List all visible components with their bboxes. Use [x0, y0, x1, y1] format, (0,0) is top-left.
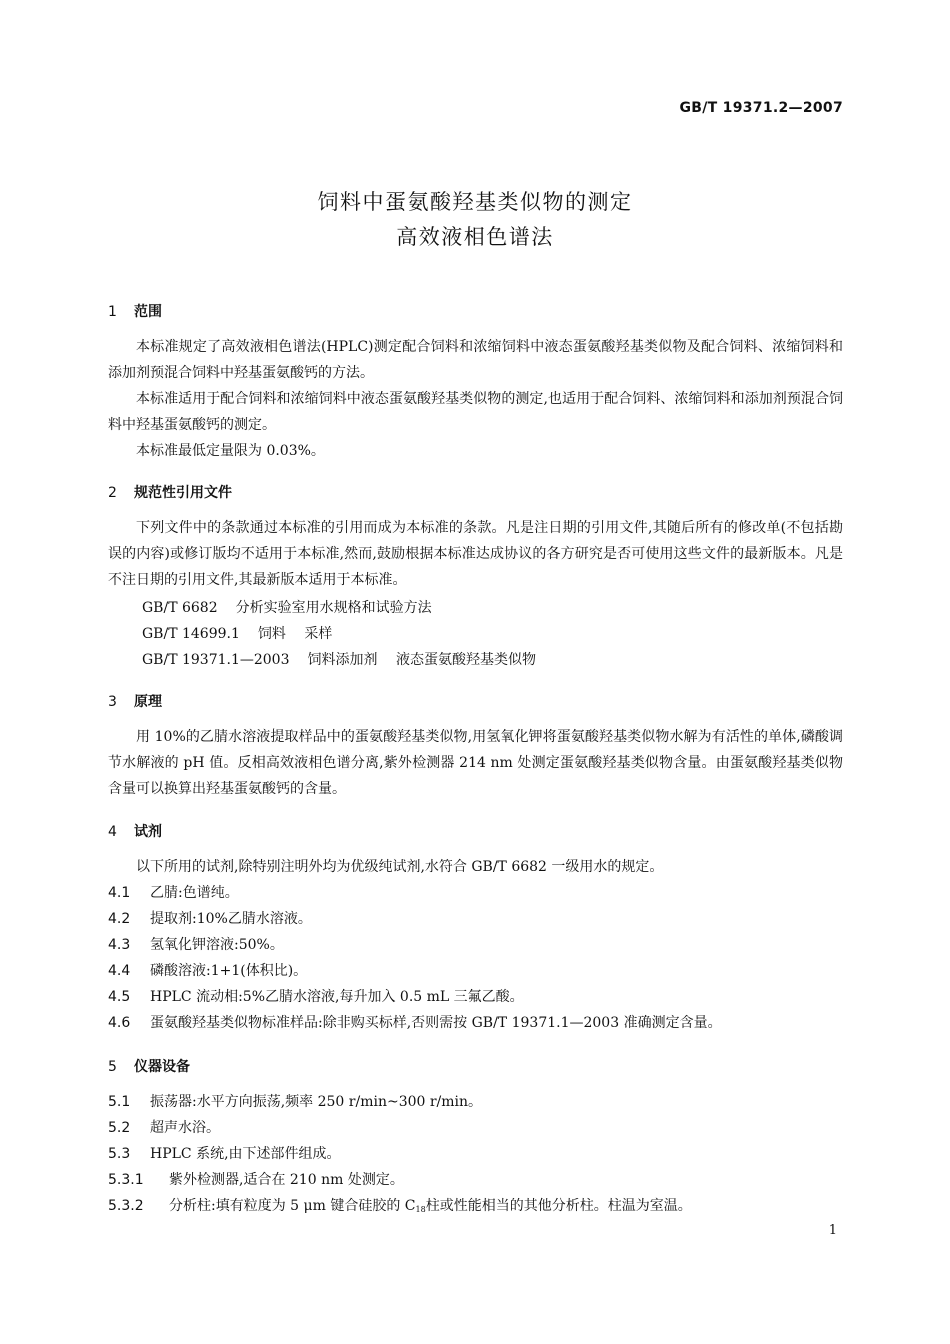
- section-5-heading: [108, 1056, 190, 1076]
- item-text: 振荡器:水平方向振荡,频率 250 r/min~300 r/min。: [150, 1094, 483, 1110]
- paragraph: 本标准适用于配合饲料和浓缩饲料中液态蛋氨酸羟基类似物的测定,也适用于配合饲料、浓缩饲料和添加剂预混合饲料中羟基蛋氨酸钙的测定。: [108, 391, 843, 433]
- section-2-heading: [108, 482, 232, 502]
- reference-item: [142, 647, 536, 673]
- item-number: 5.3: [108, 1146, 131, 1162]
- section-3-heading: [108, 691, 162, 711]
- section-number: 3: [108, 694, 117, 710]
- reference-code: GB/T 6682: [142, 600, 218, 616]
- subscript: 18: [415, 1205, 426, 1214]
- paragraph: 本标准规定了高效液相色谱法(HPLC)测定配合饲料和浓缩饲料中液态蛋氨酸羟基类似物及配合饲料、浓缩饲料和添加剂预混合饲料中羟基蛋氨酸钙的方法。: [108, 339, 843, 381]
- reference-item: [142, 595, 432, 621]
- item-text: 提取剂:10%乙腈水溶液。: [150, 911, 312, 927]
- item-number: 5.2: [108, 1120, 131, 1136]
- item-number: 5.3.1: [108, 1172, 144, 1188]
- list-item: [108, 1167, 843, 1193]
- list-item: [108, 932, 843, 958]
- paragraph: 下列文件中的条款通过本标准的引用而成为本标准的条款。凡是注日期的引用文件,其随后所有的修改单(不包括勘误的内容)或修订版均不适用于本标准,然而,鼓励根据本标准达成协议的各方研究是否可使用这些文件的最新版本。凡是不注日期的引用文件,其最新版本适用于本标准。: [108, 520, 843, 588]
- item-text: 分析柱:填有粒度为 5 μm 键合硅胶的 C: [169, 1198, 416, 1214]
- item-text: HPLC 流动相:5%乙腈水溶液,每升加入 0.5 mL 三氟乙酸。: [150, 989, 524, 1005]
- section-number: 2: [108, 485, 117, 501]
- item-number: 4.2: [108, 911, 131, 927]
- page-number: 1: [828, 1223, 837, 1238]
- item-number: 5.3.2: [108, 1198, 144, 1214]
- list-item: [108, 1115, 843, 1141]
- item-text-continued: 柱或性能相当的其他分析柱。柱温为室温。: [425, 1198, 692, 1214]
- section-1-heading: [108, 301, 162, 321]
- reference-name: 饲料 采样: [257, 626, 333, 642]
- section-title: 原理: [134, 694, 162, 710]
- paragraph: 本标准最低定量限为 0.03%。: [136, 443, 325, 459]
- list-item: [108, 958, 843, 984]
- paragraph: 以下所用的试剂,除特别注明外均为优级纯试剂,水符合 GB/T 6682 一级用水的规定。: [136, 859, 664, 875]
- item-number: 4.1: [108, 885, 131, 901]
- section-number: 4: [108, 824, 117, 840]
- item-text: 乙腈:色谱纯。: [150, 885, 239, 901]
- document-subtitle: 高效液相色谱法: [396, 225, 554, 249]
- item-number: 4.5: [108, 989, 131, 1005]
- section-number: 1: [108, 304, 117, 320]
- list-item: [108, 1089, 843, 1115]
- list-item: [108, 880, 843, 906]
- document-title: 饲料中蛋氨酸羟基类似物的测定: [317, 190, 633, 214]
- list-item: [108, 1010, 843, 1036]
- reference-name: 分析实验室用水规格和试验方法: [235, 600, 432, 616]
- item-text: 紫外检测器,适合在 210 nm 处测定。: [169, 1172, 404, 1188]
- list-item: [108, 906, 843, 932]
- item-text: 蛋氨酸羟基类似物标准样品:除非购买标样,否则需按 GB/T 19371.1—2003 准确测定含量。: [150, 1015, 722, 1031]
- reference-code: GB/T 19371.1—2003: [142, 652, 290, 668]
- section-title: 规范性引用文件: [134, 485, 232, 501]
- reference-item: [142, 621, 332, 647]
- item-text: 氢氧化钾溶液:50%。: [150, 937, 284, 953]
- section-title: 仪器设备: [134, 1059, 190, 1075]
- item-number: 4.3: [108, 937, 131, 953]
- paragraph: 用 10%的乙腈水溶液提取样品中的蛋氨酸羟基类似物,用氢氧化钾将蛋氨酸羟基类似物水解为有活性的单体,磷酸调节水解液的 pH 值。反相高效液相色谱分离,紫外检测器 214 nm 处测定蛋氨酸羟基类似物含量。由蛋氨酸羟基类似物含量可以换算出羟基蛋氨酸钙的含量。: [108, 729, 843, 797]
- standard-number: GB/T 19371.2—2007: [679, 100, 843, 116]
- list-item: [108, 1141, 843, 1167]
- list-item: [108, 984, 843, 1010]
- reference-code: GB/T 14699.1: [142, 626, 240, 642]
- item-text: 磷酸溶液:1+1(体积比)。: [150, 963, 308, 979]
- reference-name: 饲料添加剂 液态蛋氨酸羟基类似物: [307, 652, 536, 668]
- item-number: 4.4: [108, 963, 131, 979]
- item-text: HPLC 系统,由下述部件组成。: [150, 1146, 341, 1162]
- item-number: 4.6: [108, 1015, 131, 1031]
- item-number: 5.1: [108, 1094, 131, 1110]
- section-title: 范围: [134, 304, 162, 320]
- list-item: [108, 1193, 843, 1223]
- section-title: 试剂: [134, 824, 162, 840]
- item-text: 超声水浴。: [150, 1120, 220, 1136]
- section-4-heading: [108, 821, 162, 841]
- section-number: 5: [108, 1059, 117, 1075]
